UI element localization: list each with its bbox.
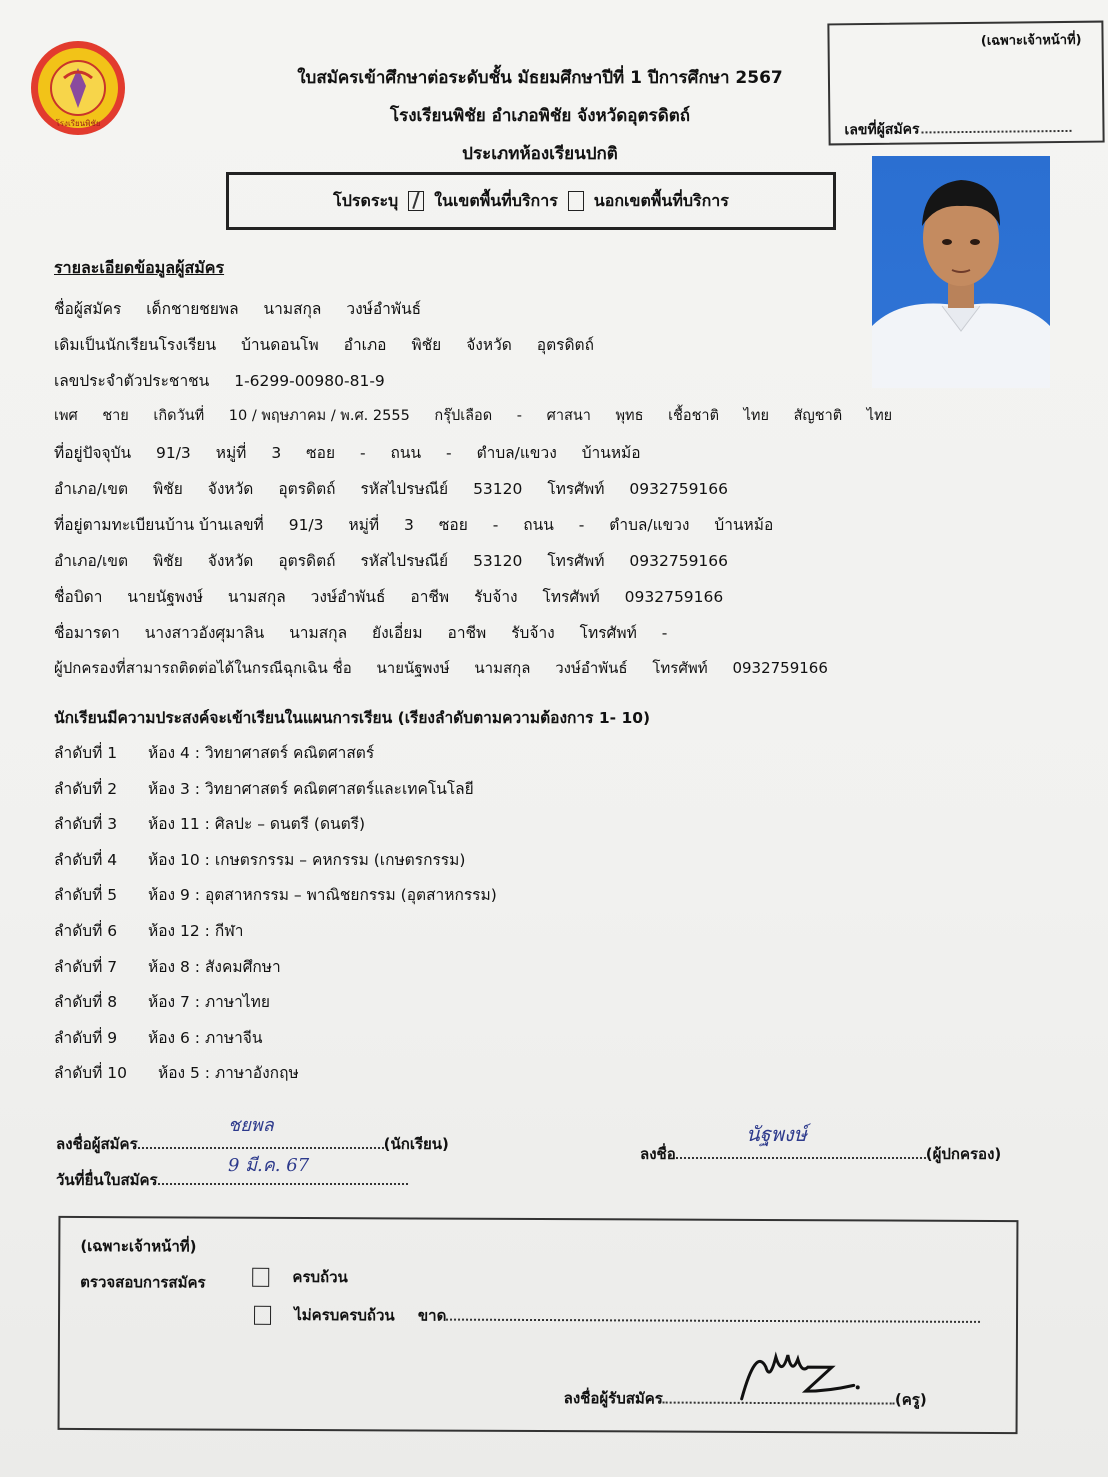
choice-rank: ลำดับที่ 4 bbox=[54, 850, 118, 869]
guardian-value: นายนัฐพงษ์ bbox=[376, 659, 450, 677]
choice-rank: ลำดับที่ 3 bbox=[54, 815, 118, 834]
choice-row bbox=[54, 1060, 299, 1085]
name-row bbox=[54, 296, 441, 321]
school-value: บ้านดอนโพ bbox=[241, 336, 319, 354]
choice-row bbox=[54, 954, 281, 979]
registered-address-row-2 bbox=[54, 548, 748, 573]
applicant-sign-field[interactable] bbox=[138, 1147, 384, 1149]
parent-sign-suffix: (ผู้ปกครอง) bbox=[925, 1145, 1002, 1163]
reg-subdistrict-label: ตำบล/แขวง bbox=[609, 516, 690, 534]
zip-value: 53120 bbox=[473, 480, 523, 498]
sex-label: เพศ bbox=[54, 408, 78, 424]
choice-rank: ลำดับที่ 1 bbox=[54, 744, 118, 762]
choice-room: ห้อง 11 : ศิลปะ – ดนตรี (ดนตรี) bbox=[148, 815, 366, 834]
reg-soi-label: ซอย bbox=[438, 516, 468, 534]
personal-row bbox=[54, 404, 912, 427]
name-label: ชื่อผู้สมัคร bbox=[54, 300, 122, 318]
incomplete-checkbox[interactable] bbox=[254, 1306, 271, 1325]
mother-surname-label: นามสกุล bbox=[289, 624, 348, 642]
verify-label: ตรวจสอบการสมัคร bbox=[80, 1273, 206, 1292]
choice-room: ห้อง 12 : กีฬา bbox=[148, 922, 244, 940]
phone-label: โทรศัพท์ bbox=[547, 480, 605, 498]
complete-checkbox[interactable] bbox=[252, 1268, 269, 1287]
choice-row bbox=[54, 776, 474, 801]
guardian-row bbox=[54, 656, 848, 680]
office-use-box bbox=[827, 21, 1104, 146]
applicant-sign-suffix: (นักเรียน) bbox=[383, 1135, 449, 1153]
choice-rank: ลำดับที่ 5 bbox=[54, 886, 118, 905]
religion-value: พุทธ bbox=[615, 408, 644, 424]
guardian-surname-value: วงษ์อำพันธ์ bbox=[555, 659, 628, 677]
father-label: ชื่อบิดา bbox=[54, 588, 103, 606]
registered-address-row bbox=[54, 512, 793, 537]
in-area-label: ในเขตพื้นที่บริการ bbox=[434, 190, 558, 210]
guardian-surname-label: นามสกุล bbox=[474, 659, 531, 677]
choice-room: ห้อง 3 : วิทยาศาสตร์ คณิตศาสตร์และเทคโนโลยี bbox=[148, 779, 474, 798]
previous-school-row bbox=[54, 332, 614, 357]
choices-title: นักเรียนมีความประสงค์จะเข้าเรียนในแผนการเรียน (เรียงลำดับตามความต้องการ 1- 10) bbox=[54, 709, 651, 727]
choice-row bbox=[54, 989, 270, 1014]
reg-district-label: อำเภอ/เขต bbox=[54, 552, 129, 570]
applicant-sign-label: ลงชื่อผู้สมัคร bbox=[56, 1135, 138, 1153]
out-area-label: นอกเขตพื้นที่บริการ bbox=[593, 190, 729, 210]
missing-label: ขาด bbox=[417, 1306, 447, 1325]
phone-value: 0932759166 bbox=[629, 480, 729, 498]
missing-field[interactable] bbox=[446, 1319, 980, 1323]
choice-row bbox=[54, 740, 374, 765]
id-value: 1-6299-00980-81-9 bbox=[234, 372, 385, 390]
soi-label: ซอย bbox=[306, 444, 336, 462]
class-type: ประเภทห้องเรียนปกติ bbox=[462, 144, 618, 164]
father-surname-label: นามสกุล bbox=[227, 588, 286, 606]
office-bottom-label: (เฉพาะเจ้าหน้าที่) bbox=[80, 1237, 197, 1256]
applicant-handwritten-signature: ชยพล bbox=[228, 1115, 274, 1136]
blood-value: - bbox=[516, 408, 523, 424]
parent-sign-field[interactable] bbox=[676, 1157, 926, 1159]
district-label: อำเภอ bbox=[343, 336, 387, 354]
choice-row bbox=[54, 1025, 262, 1050]
race-value: ไทย bbox=[743, 408, 769, 424]
id-row bbox=[54, 368, 405, 393]
district2-label: อำเภอ/เขต bbox=[54, 480, 129, 498]
mother-surname-value: ยังเอี่ยม bbox=[372, 624, 423, 642]
choice-rank: ลำดับที่ 10 bbox=[54, 1064, 127, 1083]
in-area-checkbox[interactable] bbox=[408, 191, 424, 211]
province2-label: จังหวัด bbox=[207, 480, 254, 498]
applicant-no-field[interactable] bbox=[922, 130, 1072, 134]
reg-province-label: จังหวัด bbox=[207, 552, 254, 570]
parent-signature-row bbox=[640, 1142, 1001, 1166]
father-job-label: อาชีพ bbox=[410, 588, 450, 606]
reg-phone-value: 0932759166 bbox=[629, 552, 729, 570]
reg-province-value: อุตรดิตถ์ bbox=[278, 552, 336, 570]
receiver-signature-mark bbox=[736, 1337, 866, 1408]
choice-row bbox=[54, 811, 365, 836]
father-phone-label: โทรศัพท์ bbox=[542, 588, 600, 606]
logo-text: โรงเรียนพิชัย bbox=[55, 119, 101, 128]
mother-value: นางสาวอังศุมาลิน bbox=[144, 624, 265, 642]
id-label: เลขประจำตัวประชาชน bbox=[54, 372, 210, 390]
choice-room: ห้อง 7 : ภาษาไทย bbox=[148, 993, 270, 1012]
nationality-value: ไทย bbox=[866, 408, 893, 424]
date-handwritten: 9 มี.ค. 67 bbox=[228, 1155, 310, 1176]
reg-moo-label: หมู่ที่ bbox=[348, 516, 380, 534]
surname-value: วงษ์อำพันธ์ bbox=[346, 300, 422, 318]
out-area-checkbox[interactable] bbox=[568, 191, 584, 211]
addr-label: ที่อยู่ปัจจุบัน bbox=[54, 444, 132, 462]
school-label: เดิมเป็นนักเรียนโรงเรียน bbox=[54, 336, 217, 354]
birth-value: 10 / พฤษภาคม / พ.ศ. 2555 bbox=[228, 408, 410, 424]
road-value: - bbox=[446, 444, 452, 462]
school-line: โรงเรียนพิชัย อำเภอพิชัย จังหวัดอุตรดิตถ์ bbox=[389, 106, 691, 126]
reg-phone-label: โทรศัพท์ bbox=[547, 552, 605, 570]
date-field[interactable] bbox=[158, 1183, 408, 1185]
choice-rank: ลำดับที่ 9 bbox=[54, 1028, 118, 1047]
choice-room: ห้อง 10 : เกษตรกรรม – คหกรรม (เกษตรกรรม) bbox=[148, 850, 466, 869]
mother-row bbox=[54, 620, 687, 645]
complete-row bbox=[252, 1265, 348, 1289]
incomplete-label: ไม่ครบครบถ้วน bbox=[294, 1305, 395, 1325]
father-phone-value: 0932759166 bbox=[624, 588, 724, 606]
applicant-photo bbox=[872, 156, 1050, 388]
mother-label: ชื่อมารดา bbox=[54, 624, 120, 642]
nationality-label: สัญชาติ bbox=[793, 408, 843, 424]
moo-label: หมู่ที่ bbox=[215, 444, 247, 462]
area-select-box bbox=[226, 172, 836, 230]
name-value: เด็กชายชยพล bbox=[146, 300, 239, 318]
reg-zip-value: 53120 bbox=[473, 552, 523, 570]
father-value: นายนัฐพงษ์ bbox=[127, 588, 203, 606]
reg-road-value: - bbox=[578, 516, 585, 534]
mother-phone-label: โทรศัพท์ bbox=[579, 624, 637, 642]
father-surname-value: วงษ์อำพันธ์ bbox=[310, 588, 386, 606]
school-seal-icon bbox=[28, 38, 128, 138]
guardian-phone-label: โทรศัพท์ bbox=[652, 659, 708, 677]
guardian-label: ผู้ปกครองที่สามารถติดต่อได้ในกรณีฉุกเฉิน ชื่อ bbox=[54, 659, 352, 677]
guardian-phone-value: 0932759166 bbox=[732, 659, 828, 677]
province-value: อุตรดิตถ์ bbox=[536, 336, 594, 354]
choice-room: ห้อง 9 : อุตสาหกรรม – พาณิชยกรรม (อุตสาหกรรม) bbox=[148, 886, 497, 905]
mother-phone-value: - bbox=[661, 624, 668, 642]
choice-row bbox=[54, 918, 244, 943]
reg-soi-value: - bbox=[492, 516, 499, 534]
current-address-row bbox=[54, 440, 661, 465]
reg-moo-value: 3 bbox=[404, 516, 414, 534]
details-title: รายละเอียดข้อมูลผู้สมัคร bbox=[54, 258, 225, 277]
reg-no: 91/3 bbox=[288, 516, 324, 534]
reg-subdistrict-value: บ้านหม้อ bbox=[714, 516, 774, 534]
road-label: ถนน bbox=[390, 444, 422, 462]
incomplete-row bbox=[254, 1303, 980, 1330]
soi-value: - bbox=[360, 444, 366, 462]
addr-no: 91/3 bbox=[155, 444, 191, 462]
parent-handwritten-signature: นัฐพงษ์ bbox=[746, 1122, 807, 1146]
choice-room: ห้อง 6 : ภาษาจีน bbox=[148, 1028, 263, 1047]
mother-job-value: รับจ้าง bbox=[511, 624, 555, 642]
reg-district-value: พิชัย bbox=[152, 552, 183, 570]
subdistrict-label: ตำบล/แขวง bbox=[476, 444, 557, 462]
moo-value: 3 bbox=[271, 444, 282, 462]
office-verification-box bbox=[58, 1216, 1019, 1434]
sex-value: ชาย bbox=[102, 408, 129, 424]
father-row bbox=[54, 584, 743, 609]
parent-sign-label: ลงชื่อ bbox=[640, 1145, 676, 1163]
choice-row bbox=[54, 847, 465, 872]
choice-rank: ลำดับที่ 7 bbox=[54, 957, 118, 976]
receiver-suffix: (ครู) bbox=[894, 1390, 927, 1409]
mother-job-label: อาชีพ bbox=[447, 624, 487, 642]
reg-label: ที่อยู่ตามทะเบียนบ้าน บ้านเลขที่ bbox=[54, 516, 264, 534]
choice-row bbox=[54, 882, 497, 907]
zip-label: รหัสไปรษณีย์ bbox=[360, 480, 449, 498]
reg-zip-label: รหัสไปรษณีย์ bbox=[360, 552, 449, 570]
district2-value: พิชัย bbox=[152, 480, 183, 498]
form-title: ใบสมัครเข้าศึกษาต่อระดับชั้น มัธยมศึกษาปีที่ 1 ปีการศึกษา 2567 bbox=[297, 68, 783, 88]
province-label: จังหวัด bbox=[466, 336, 512, 354]
choice-room: ห้อง 4 : วิทยาศาสตร์ คณิตศาสตร์ bbox=[148, 744, 375, 762]
race-label: เชื้อชาติ bbox=[668, 408, 719, 424]
choice-rank: ลำดับที่ 2 bbox=[54, 779, 118, 798]
applicant-no-label: เลขที่ผู้สมัคร bbox=[844, 121, 920, 139]
choice-room: ห้อง 8 : สังคมศึกษา bbox=[148, 957, 281, 976]
complete-label: ครบถ้วน bbox=[292, 1267, 348, 1287]
subdistrict-value: บ้านหม้อ bbox=[581, 444, 641, 462]
area-prompt: โปรดระบุ bbox=[333, 190, 399, 210]
choice-rank: ลำดับที่ 8 bbox=[54, 993, 118, 1012]
district-value: พิชัย bbox=[411, 336, 442, 354]
religion-label: ศาสนา bbox=[546, 408, 591, 424]
current-address-row-2 bbox=[54, 476, 748, 501]
choice-rank: ลำดับที่ 6 bbox=[54, 922, 118, 940]
province2-value: อุตรดิตถ์ bbox=[278, 480, 336, 498]
receiver-label: ลงชื่อผู้รับสมัคร bbox=[563, 1389, 663, 1408]
choice-room: ห้อง 5 : ภาษาอังกฤษ bbox=[158, 1064, 299, 1083]
reg-road-label: ถนน bbox=[523, 516, 554, 534]
blood-label: กรุ๊ปเลือด bbox=[434, 408, 493, 424]
surname-label: นามสกุล bbox=[263, 300, 322, 318]
birth-label: เกิดวันที่ bbox=[153, 408, 205, 424]
date-label: วันที่ยื่นใบสมัคร bbox=[56, 1171, 158, 1189]
office-use-label: (เฉพาะเจ้าหน้าที่) bbox=[980, 32, 1082, 49]
father-job-value: รับจ้าง bbox=[474, 588, 518, 606]
